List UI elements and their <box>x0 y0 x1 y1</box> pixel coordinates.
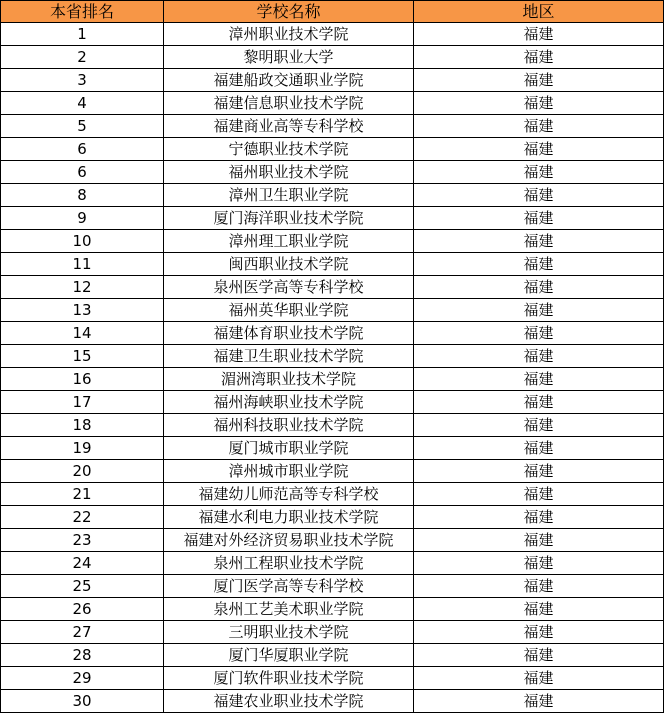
table-row <box>1 23 664 46</box>
rank-cell: 23 <box>1 529 164 552</box>
rank-cell: 17 <box>1 391 164 414</box>
region-cell: 福建 <box>414 345 664 368</box>
school-name-cell: 厦门城市职业学院 <box>164 437 414 460</box>
table-row <box>1 92 664 115</box>
region-cell: 福建 <box>414 414 664 437</box>
region-cell: 福建 <box>414 161 664 184</box>
region-cell: 福建 <box>414 460 664 483</box>
region-cell: 福建 <box>414 299 664 322</box>
rank-cell: 6 <box>1 138 164 161</box>
school-name-cell: 福建信息职业技术学院 <box>164 92 414 115</box>
school-name-cell: 福建商业高等专科学校 <box>164 115 414 138</box>
school-name-cell: 厦门软件职业技术学院 <box>164 667 414 690</box>
region-cell: 福建 <box>414 621 664 644</box>
region-cell: 福建 <box>414 23 664 46</box>
table-row <box>1 552 664 575</box>
region-cell: 福建 <box>414 322 664 345</box>
table-row <box>1 690 664 713</box>
table-body <box>1 23 664 713</box>
school-name-cell: 湄洲湾职业技术学院 <box>164 368 414 391</box>
table-row <box>1 391 664 414</box>
header-rank: 本省排名 <box>1 1 164 23</box>
table-row <box>1 483 664 506</box>
rank-cell: 21 <box>1 483 164 506</box>
rank-cell: 9 <box>1 207 164 230</box>
region-cell: 福建 <box>414 276 664 299</box>
school-name-cell: 泉州医学高等专科学校 <box>164 276 414 299</box>
school-name-cell: 福建船政交通职业学院 <box>164 69 414 92</box>
rank-cell: 14 <box>1 322 164 345</box>
table-row <box>1 621 664 644</box>
rank-cell: 16 <box>1 368 164 391</box>
school-name-cell: 福建对外经济贸易职业技术学院 <box>164 529 414 552</box>
school-name-cell: 福建水利电力职业技术学院 <box>164 506 414 529</box>
region-cell: 福建 <box>414 552 664 575</box>
school-name-cell: 宁德职业技术学院 <box>164 138 414 161</box>
table-row <box>1 506 664 529</box>
region-cell: 福建 <box>414 667 664 690</box>
rank-cell: 12 <box>1 276 164 299</box>
rank-cell: 22 <box>1 506 164 529</box>
table-row <box>1 575 664 598</box>
rank-cell: 18 <box>1 414 164 437</box>
region-cell: 福建 <box>414 92 664 115</box>
region-cell: 福建 <box>414 437 664 460</box>
rank-cell: 11 <box>1 253 164 276</box>
school-name-cell: 漳州城市职业学院 <box>164 460 414 483</box>
table-row <box>1 46 664 69</box>
table-row <box>1 161 664 184</box>
table-row <box>1 529 664 552</box>
rank-cell: 15 <box>1 345 164 368</box>
school-name-cell: 漳州职业技术学院 <box>164 23 414 46</box>
rank-cell: 2 <box>1 46 164 69</box>
table-row <box>1 276 664 299</box>
rank-cell: 13 <box>1 299 164 322</box>
table-row <box>1 207 664 230</box>
table-row <box>1 667 664 690</box>
header-region: 地区 <box>414 1 664 23</box>
table-row <box>1 253 664 276</box>
region-cell: 福建 <box>414 184 664 207</box>
table-row <box>1 598 664 621</box>
school-name-cell: 厦门海洋职业技术学院 <box>164 207 414 230</box>
school-name-cell: 厦门华厦职业学院 <box>164 644 414 667</box>
region-cell: 福建 <box>414 115 664 138</box>
table-row <box>1 322 664 345</box>
school-name-cell: 福州英华职业学院 <box>164 299 414 322</box>
rank-cell: 28 <box>1 644 164 667</box>
school-name-cell: 福建卫生职业技术学院 <box>164 345 414 368</box>
school-name-cell: 福州科技职业技术学院 <box>164 414 414 437</box>
rank-cell: 8 <box>1 184 164 207</box>
rank-cell: 26 <box>1 598 164 621</box>
table-row <box>1 345 664 368</box>
rank-cell: 1 <box>1 23 164 46</box>
school-name-cell: 厦门医学高等专科学校 <box>164 575 414 598</box>
school-name-cell: 福州海峡职业技术学院 <box>164 391 414 414</box>
table-row <box>1 230 664 253</box>
table-row <box>1 414 664 437</box>
region-cell: 福建 <box>414 46 664 69</box>
school-name-cell: 泉州工艺美术职业学院 <box>164 598 414 621</box>
rank-cell: 5 <box>1 115 164 138</box>
rank-cell: 29 <box>1 667 164 690</box>
rank-cell: 25 <box>1 575 164 598</box>
region-cell: 福建 <box>414 69 664 92</box>
table-row <box>1 299 664 322</box>
region-cell: 福建 <box>414 575 664 598</box>
region-cell: 福建 <box>414 207 664 230</box>
region-cell: 福建 <box>414 253 664 276</box>
school-name-cell: 泉州工程职业技术学院 <box>164 552 414 575</box>
school-name-cell: 福建幼儿师范高等专科学校 <box>164 483 414 506</box>
header-school-name: 学校名称 <box>164 1 414 23</box>
rank-cell: 30 <box>1 690 164 713</box>
rank-cell: 20 <box>1 460 164 483</box>
rank-cell: 10 <box>1 230 164 253</box>
school-name-cell: 闽西职业技术学院 <box>164 253 414 276</box>
region-cell: 福建 <box>414 506 664 529</box>
school-name-cell: 三明职业技术学院 <box>164 621 414 644</box>
school-name-cell: 福建农业职业技术学院 <box>164 690 414 713</box>
school-name-cell: 福州职业技术学院 <box>164 161 414 184</box>
table-row <box>1 69 664 92</box>
region-cell: 福建 <box>414 391 664 414</box>
region-cell: 福建 <box>414 598 664 621</box>
region-cell: 福建 <box>414 529 664 552</box>
rank-cell: 27 <box>1 621 164 644</box>
rank-cell: 19 <box>1 437 164 460</box>
table-row <box>1 138 664 161</box>
rank-cell: 3 <box>1 69 164 92</box>
school-name-cell: 漳州理工职业学院 <box>164 230 414 253</box>
table-row <box>1 644 664 667</box>
table-row <box>1 437 664 460</box>
table-row <box>1 184 664 207</box>
school-name-cell: 漳州卫生职业学院 <box>164 184 414 207</box>
table-row <box>1 115 664 138</box>
region-cell: 福建 <box>414 644 664 667</box>
region-cell: 福建 <box>414 483 664 506</box>
header-row <box>1 1 664 23</box>
region-cell: 福建 <box>414 230 664 253</box>
rank-cell: 4 <box>1 92 164 115</box>
region-cell: 福建 <box>414 368 664 391</box>
school-name-cell: 福建体育职业技术学院 <box>164 322 414 345</box>
table-row <box>1 368 664 391</box>
region-cell: 福建 <box>414 138 664 161</box>
rank-cell: 6 <box>1 161 164 184</box>
rank-cell: 24 <box>1 552 164 575</box>
table-row <box>1 460 664 483</box>
region-cell: 福建 <box>414 690 664 713</box>
school-name-cell: 黎明职业大学 <box>164 46 414 69</box>
